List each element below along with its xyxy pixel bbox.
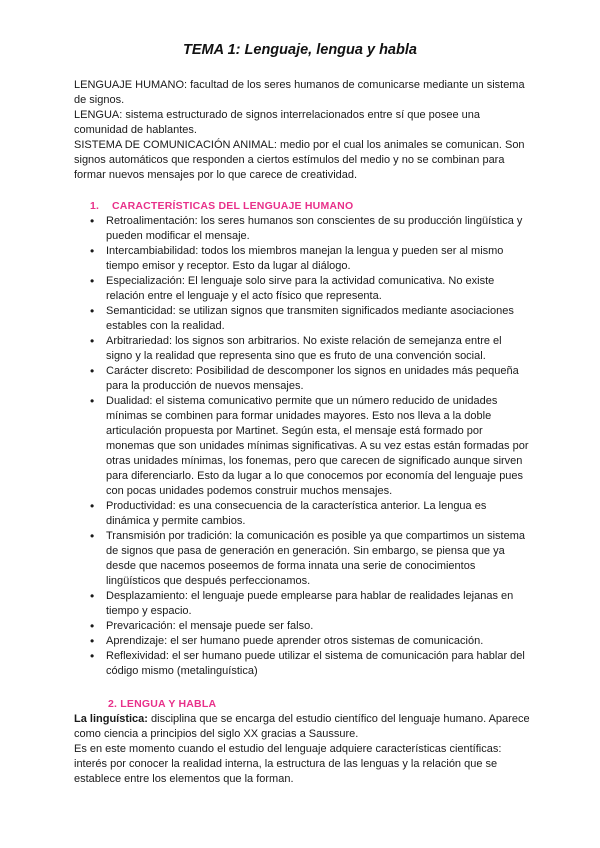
section1-heading [90,199,530,214]
section1-heading-text: CARACTERÍSTICAS DEL LENGUAJE HUMANO [112,200,354,212]
traits-list [90,214,530,679]
definition-lenguaje-humano: LENGUAJE HUMANO: facultad de los seres humanos de comunicarse mediante un sistema de signos. [74,79,525,106]
page-title: TEMA 1: Lenguaje, lengua y habla [183,42,417,58]
list-item: • Especialización: El lenguaje solo sirve para la actividad comunicativa. No existe relación entre el lenguaje y el acto físico que representa. [90,274,530,304]
list-item: • Prevaricación: el mensaje puede ser falso. [90,619,530,634]
list-item: • Arbitrariedad: los signos son arbitrarios. No existe relación de semejanza entre el signo y la realidad que representa sino que es fruto de una convención social. [90,334,530,364]
section-lengua-habla [74,697,536,787]
list-item: • Dualidad: el sistema comunicativo permite que un número reducido de unidades mínimas se combinen para formar unidades mayores. Esto nos lleva a la doble articulación propuesta por Martinet. Según esta, el mensaje está formado por monemas que son unidades mínimas significativas. A su vez estas están formadas por otras unidades mínimas, los fonemas, pero que carecen de significado aunque sirven para diferenciarlo. Esto da lugar a lo que conocemos por economía del lenguaje pues con pocas unidades podemos construir muchos mensajes. [90,394,530,499]
list-item: • Desplazamiento: el lenguaje puede emplearse para hablar de realidades lejanas en tiempo y espacio. [90,589,530,619]
definition-comunicacion-animal: SISTEMA DE COMUNICACIÓN ANIMAL: medio por el cual los animales se comunican. Son signos automáticos que responden a ciertos estímulos del medio y no se combinan para formar nuevos mensajes por lo que carece de creatividad. [74,139,525,181]
list-item: • Aprendizaje: el ser humano puede aprender otros sistemas de comunicación. [90,634,530,649]
list-item: • Transmisión por tradición: la comunicación es posible ya que compartimos un sistema de signos que pasa de generación en generación. Sin embargo, se piensa que ya desde que nacemos poseemos de forma innata una serie de conocimientos lingüísticos que después perfeccionamos. [90,529,530,589]
section2-paragraph: Es en este momento cuando el estudio del lenguaje adquiere características científicas: interés por conocer la realidad interna, la estructura de las lenguas y la relación que se establece entre los elementos que la forman. [74,743,502,785]
list-item: • Semanticidad: se utilizan signos que transmiten significados mediante asociaciones estables con la realidad. [90,304,530,334]
list-item: • Intercambiabilidad: todos los miembros manejan la lengua y pueden ser al mismo tiempo emisor y receptor. Esto da lugar al diálogo. [90,244,530,274]
linguistica-definition [74,712,536,742]
list-item: • Retroalimentación: los seres humanos son conscientes de su producción lingüística y pueden modificar el mensaje. [90,214,530,244]
section2-heading: 2. LENGUA Y HABLA [108,698,217,710]
linguistica-term: La linguística: [74,713,148,725]
list-item: • Reflexividad: el ser humano puede utilizar el sistema de comunicación para hablar del código mismo (metalinguística) [90,649,530,679]
list-item: • Carácter discreto: Posibilidad de descomponer los signos en unidades más pequeña para la producción de nuevos mensajes. [90,364,530,394]
section1-number: 1. [90,200,100,212]
linguistica-text: disciplina que se encarga del estudio científico del lenguaje humano. Aparece como ciencia a principios del siglo XX gracias a Saussure. [74,713,530,740]
intro-definitions [74,78,536,183]
definition-lengua: LENGUA: sistema estructurado de signos interrelacionados entre sí que posee una comunidad de hablantes. [74,109,481,136]
list-item: • Productividad: es una consecuencia de la característica anterior. La lengua es dinámica y permite cambios. [90,499,530,529]
section-caracteristicas [90,199,530,679]
